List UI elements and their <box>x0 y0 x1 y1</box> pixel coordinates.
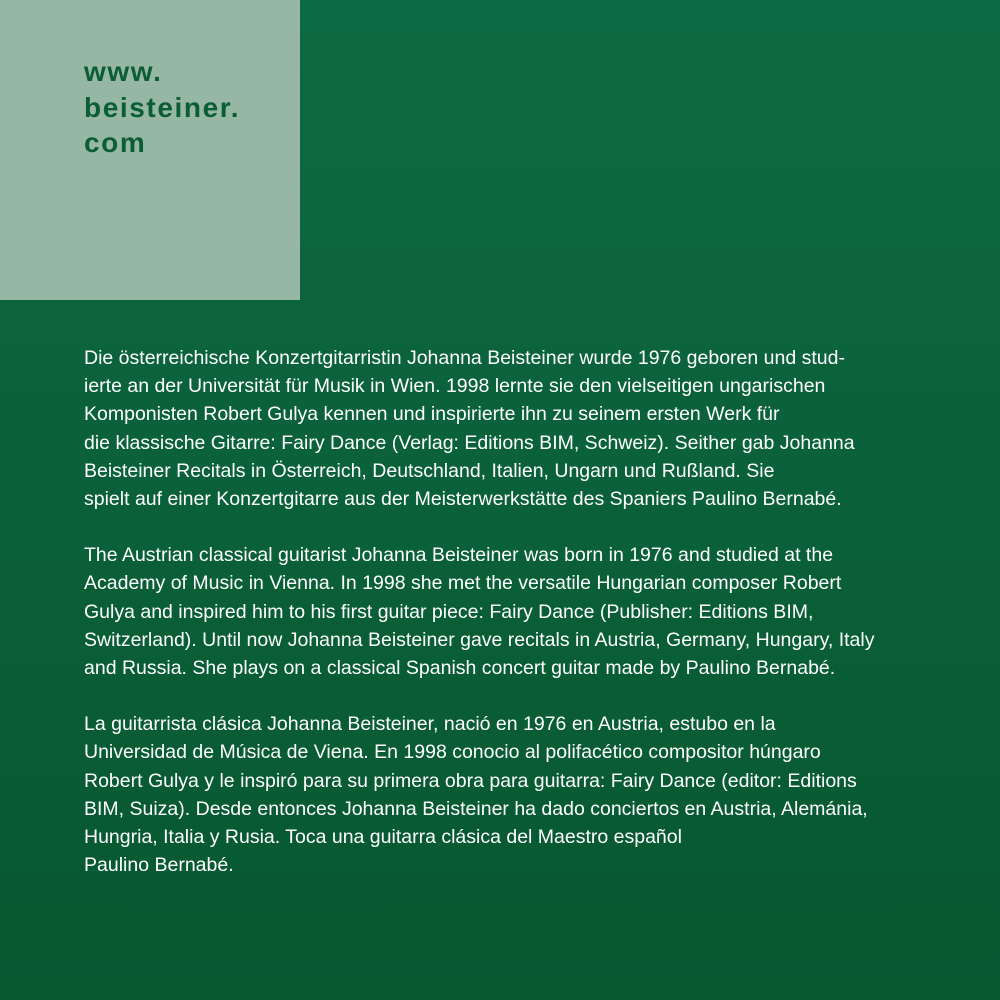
bio-line: Gulya and inspired him to his first guitar piece: Fairy Dance (Publisher: Editions BIM, <box>84 600 814 623</box>
bio-line: ierte an der Universität für Musik in Wien. 1998 lernte sie den vielseitigen ungarischen <box>84 375 826 398</box>
website-box <box>0 0 300 300</box>
bio-paragraph-spanish <box>84 710 984 879</box>
bio-line: Switzerland). Until now Johanna Beisteiner gave recitals in Austria, Germany, Hungary, Italy <box>84 628 875 651</box>
bio-line: Hungria, Italia y Rusia. Toca una guitarra clásica del Maestro español <box>84 826 682 849</box>
bio-line: Academy of Music in Vienna. In 1998 she met the versatile Hungarian composer Robert <box>84 572 842 595</box>
bio-line: Beisteiner Recitals in Österreich, Deutschland, Italien, Ungarn und Rußland. Sie <box>84 459 775 482</box>
bio-line: Paulino Bernabé. <box>84 854 234 877</box>
bio-line: spielt auf einer Konzertgitarre aus der Meisterwerkstätte des Spaniers Paulino Bernabé. <box>84 488 842 511</box>
bio-line: Die österreichische Konzertgitarristin Johanna Beisteiner wurde 1976 geboren und stud- <box>84 347 845 369</box>
bio-paragraph-german <box>84 344 984 513</box>
website-url-line-2: beisteiner. <box>84 92 241 123</box>
bio-line: Komponisten Robert Gulya kennen und inspirierte ihn zu seinem ersten Werk für <box>84 403 780 426</box>
website-url-line-3: com <box>84 127 147 158</box>
bio-line: Universidad de Música de Viena. En 1998 conocio al polifacético compositor húngaro <box>84 741 821 764</box>
bio-line: The Austrian classical guitarist Johanna Beisteiner was born in 1976 and studied at the <box>84 544 834 567</box>
biography-text <box>84 344 984 879</box>
website-url-line-1: www. <box>84 56 163 87</box>
bio-line: and Russia. She plays on a classical Spanish concert guitar made by Paulino Bernabé. <box>84 657 836 680</box>
bio-line: La guitarrista clásica Johanna Beisteiner, nació en 1976 en Austria, estubo en la <box>84 713 776 736</box>
bio-paragraph-english <box>84 541 984 682</box>
bio-line: BIM, Suiza). Desde entonces Johanna Beisteiner ha dado conciertos en Austria, Alemánia, <box>84 797 868 820</box>
bio-line: Robert Gulya y le inspiró para su primera obra para guitarra: Fairy Dance (editor: Editions <box>84 769 857 792</box>
bio-line: die klassische Gitarre: Fairy Dance (Verlag: Editions BIM, Schweiz). Seither gab Johanna <box>84 431 855 454</box>
